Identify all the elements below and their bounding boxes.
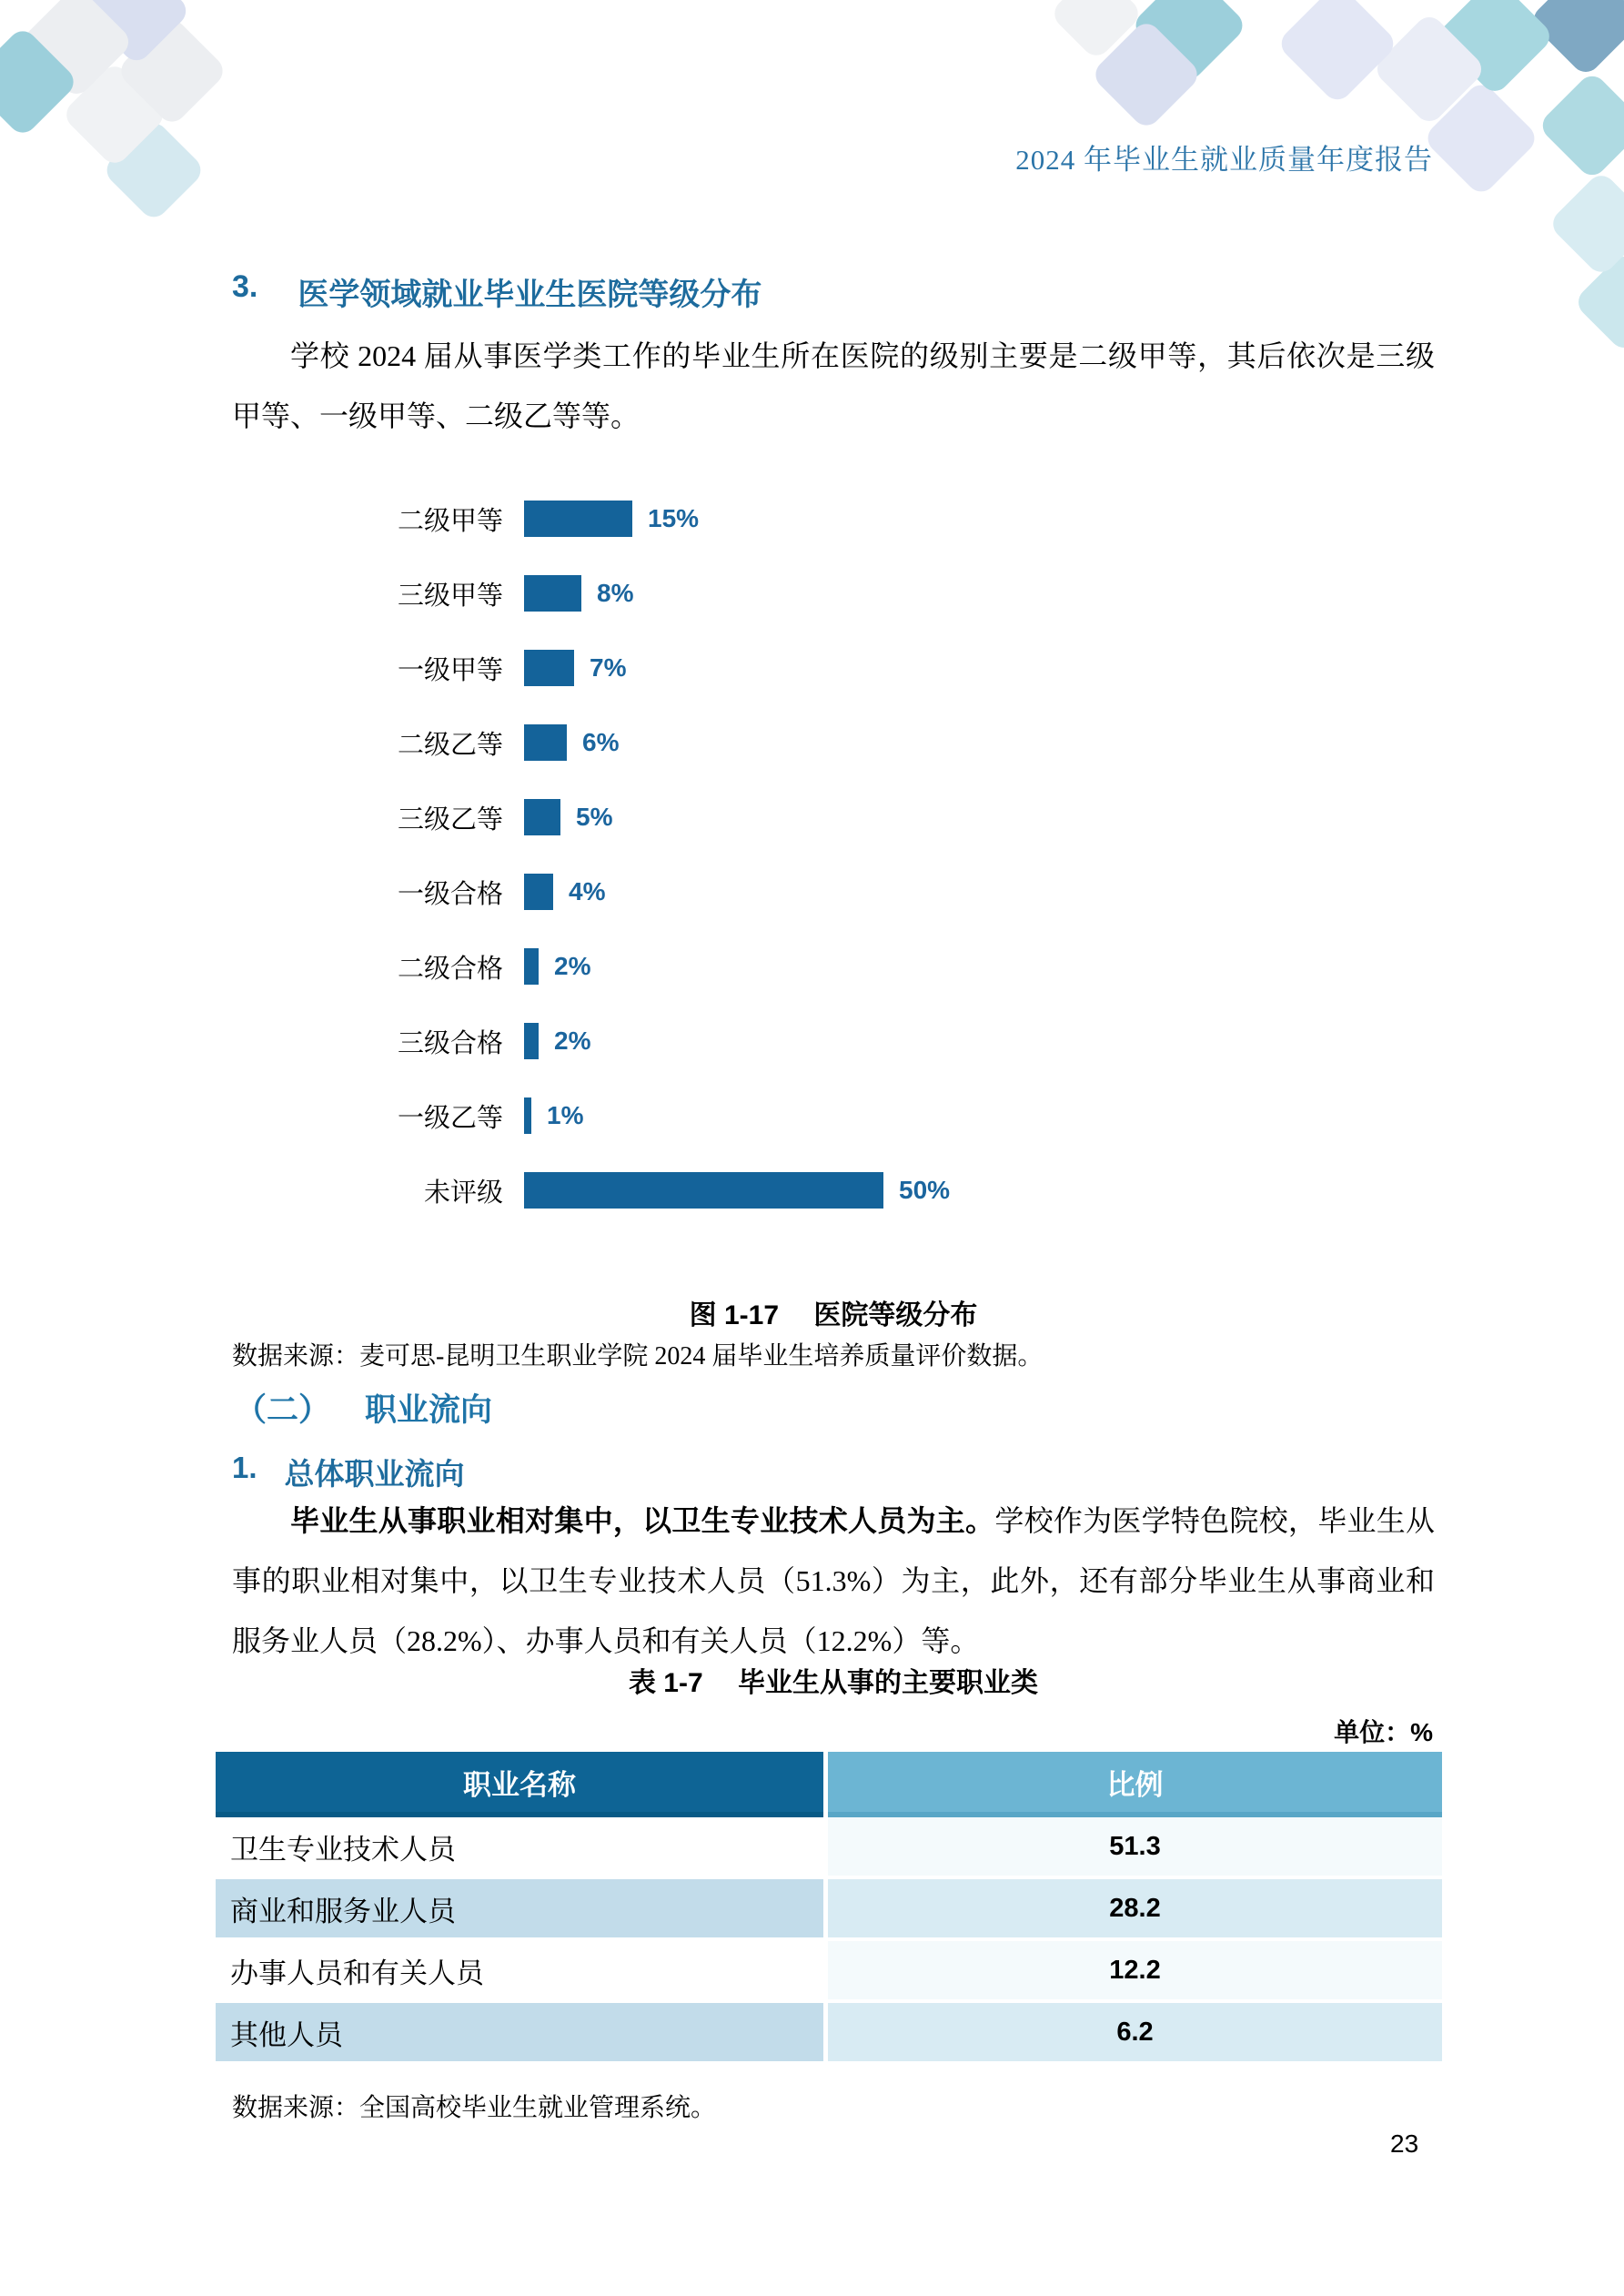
chart-category-label: 一级合格 — [397, 879, 503, 909]
chart-bar — [524, 501, 632, 537]
chart-value-label: 7% — [590, 653, 627, 682]
chart-row — [224, 631, 950, 705]
table-caption-number: 表 1-7 — [628, 1668, 703, 1698]
occupation-paragraph — [232, 1491, 1435, 1671]
chart-bar — [524, 874, 553, 910]
table-cell-occupation: 其他人员 — [216, 2003, 823, 2065]
chart-value-label: 4% — [569, 877, 606, 905]
chart-category-label: 二级甲等 — [397, 506, 503, 536]
chart-row — [224, 1004, 950, 1078]
table-cell-occupation: 办事人员和有关人员 — [216, 1941, 823, 2003]
table-header-row — [216, 1752, 1442, 1812]
figure-caption — [232, 1292, 1435, 1332]
chart-category-label: 三级乙等 — [397, 804, 503, 834]
decor-square — [1276, 0, 1399, 106]
subsection1-number: 1. — [232, 1451, 257, 1484]
chart-value-label: 50% — [899, 1176, 951, 1204]
section3-heading — [232, 269, 762, 314]
table-caption — [232, 1660, 1435, 1700]
occupation-table — [216, 1752, 1442, 2065]
section2-number: （二） — [235, 1392, 331, 1428]
chart-category-label: 一级乙等 — [397, 1103, 503, 1133]
table-header-occupation: 职业名称 — [216, 1752, 823, 1812]
chart-category-label: 一级甲等 — [397, 655, 503, 685]
chart-bar — [524, 724, 567, 761]
chart-row — [224, 855, 950, 929]
chart-bar — [524, 1172, 883, 1209]
hospital-level-bar-chart — [224, 481, 950, 1228]
chart-category-label: 未评级 — [423, 1178, 503, 1208]
chart-value-label: 15% — [648, 504, 700, 532]
chart-row — [224, 780, 950, 855]
chart-category-label: 三级甲等 — [397, 581, 503, 611]
chart-value-label: 8% — [597, 579, 634, 607]
table-cell-occupation: 商业和服务业人员 — [216, 1879, 823, 1941]
subsection1-heading — [232, 1451, 465, 1493]
table-row — [216, 1941, 1442, 2003]
table-unit-note: 单位：% — [1334, 1718, 1433, 1746]
section3-paragraph: 学校 2024 届从事医学类工作的毕业生所在医院的级别主要是二级甲等，其后依次是三级甲等、一级甲等、二级乙等等。 — [232, 339, 1435, 432]
chart-category-label: 二级乙等 — [397, 730, 503, 760]
table-cell-occupation: 卫生专业技术人员 — [216, 1817, 823, 1879]
chart-row — [224, 929, 950, 1004]
section3-number: 3. — [232, 269, 258, 304]
chart-value-label: 1% — [547, 1101, 584, 1129]
section2-title: 职业流向 — [365, 1392, 493, 1428]
table-caption-text: 毕业生从事的主要职业类 — [738, 1668, 1039, 1698]
chart-row — [224, 1078, 950, 1153]
chart-bar — [524, 650, 574, 686]
chart-bar — [524, 1023, 539, 1059]
decor-square — [1548, 170, 1624, 278]
table-cell-proportion: 6.2 — [828, 2003, 1442, 2065]
table-data-source-note: 数据来源：全国高校毕业生就业管理系统。 — [232, 2094, 717, 2122]
table-cell-proportion: 28.2 — [828, 1879, 1442, 1941]
table-cell-proportion: 12.2 — [828, 1941, 1442, 2003]
chart-bar — [524, 1097, 531, 1134]
chart-row — [224, 481, 950, 556]
chart-category-label: 二级合格 — [397, 954, 503, 984]
chart-bar — [524, 799, 560, 835]
table-row — [216, 1817, 1442, 1879]
chart-bar — [524, 948, 539, 985]
figure-caption-number: 图 1-17 — [689, 1300, 780, 1330]
chart-bar — [524, 575, 581, 612]
chart-data-source-note: 数据来源：麦可思-昆明卫生职业学院 2024 届毕业生培养质量评价数据。 — [232, 1342, 1044, 1371]
chart-row — [224, 556, 950, 631]
figure-caption-text: 医院等级分布 — [813, 1300, 978, 1330]
section2-heading — [235, 1385, 492, 1431]
section3-title: 医学领域就业毕业生医院等级分布 — [298, 278, 762, 312]
chart-category-label: 三级合格 — [397, 1028, 503, 1058]
table-row — [216, 2003, 1442, 2065]
table-header-proportion: 比例 — [828, 1752, 1442, 1812]
page-number: 23 — [1390, 2129, 1419, 2158]
chart-value-label: 6% — [582, 728, 620, 756]
chart-value-label: 2% — [554, 1027, 591, 1055]
decor-square — [1537, 70, 1624, 181]
chart-value-label: 5% — [576, 803, 613, 831]
table-cell-proportion: 51.3 — [828, 1817, 1442, 1879]
table-row — [216, 1879, 1442, 1941]
occupation-paragraph-rest: 学校作为医学特色院校，毕业生从事的职业相对集中，以卫生专业技术人员（51.3%）为主，此外，还有部分毕业生从事商业和服务业人员（28.2%）、办事人员和有关人员（12.2%）等。 — [232, 1504, 1435, 1657]
chart-row — [224, 1153, 950, 1228]
chart-row — [224, 705, 950, 780]
occupation-paragraph-lead: 毕业生从事职业相对集中，以卫生专业技术人员为主。 — [290, 1504, 995, 1537]
subsection1-title: 总体职业流向 — [284, 1457, 465, 1491]
page-header-title: 2024 年毕业生就业质量年度报告 — [1015, 144, 1433, 176]
chart-value-label: 2% — [554, 952, 591, 980]
